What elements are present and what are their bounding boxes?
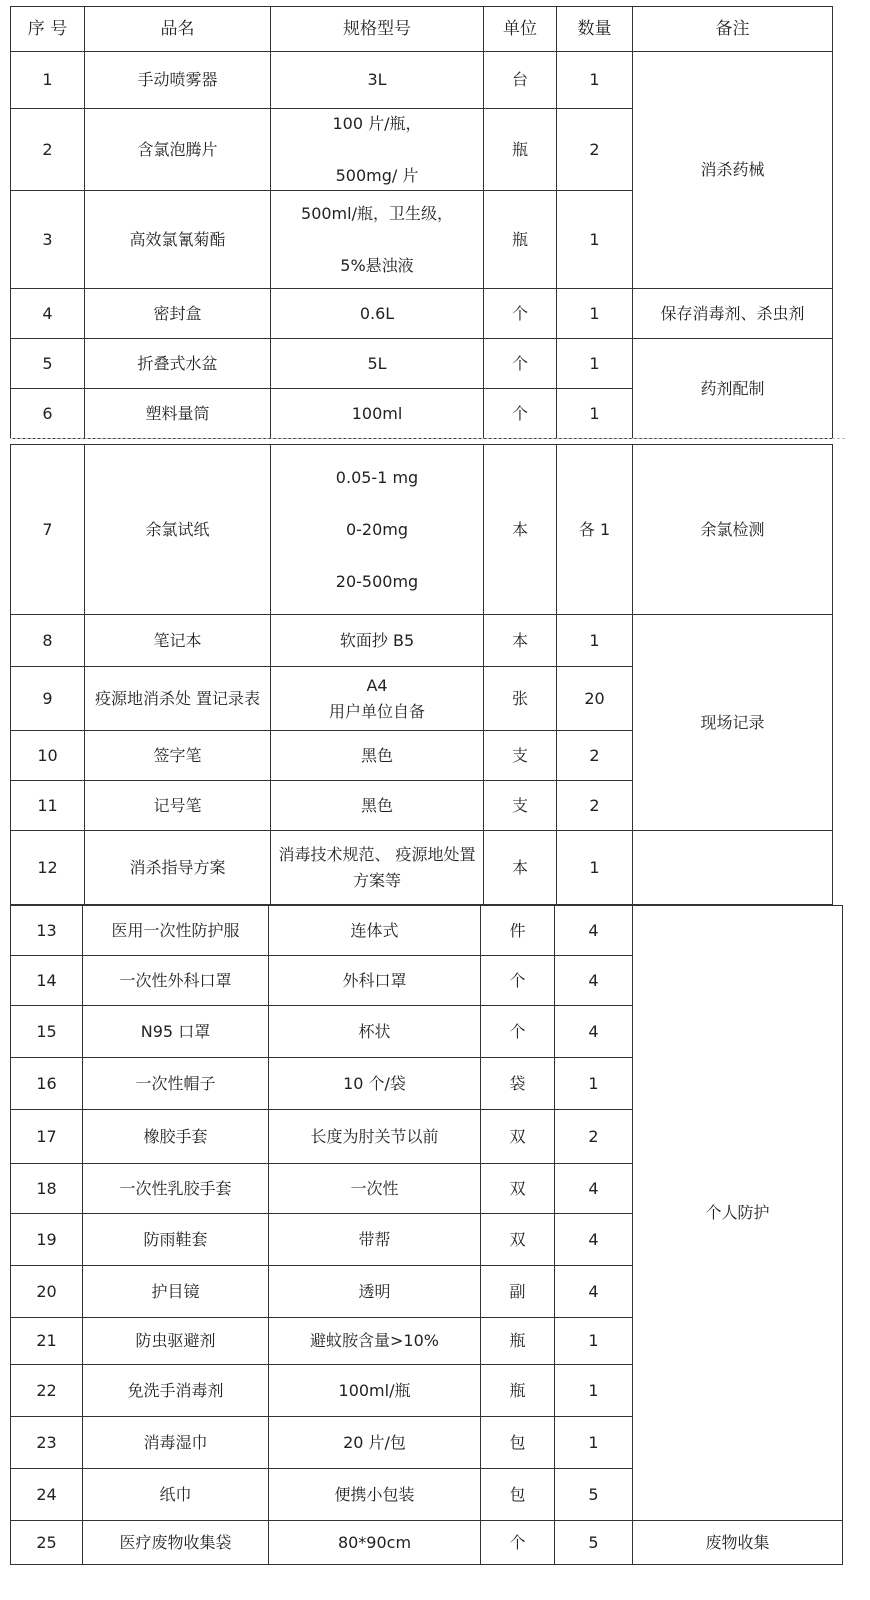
- table-row: [11, 615, 833, 667]
- row-name: 护目镜: [83, 1266, 269, 1318]
- row-no: 10: [11, 731, 85, 781]
- row-name: 手动喷雾器: [85, 52, 271, 109]
- row-no: 23: [11, 1417, 83, 1469]
- header-qty: 数量: [557, 7, 633, 52]
- row-spec: 软面抄 B5: [271, 615, 484, 667]
- row-unit: 个: [481, 1006, 555, 1058]
- equipment-table-part-1: [10, 6, 833, 439]
- row-no: 17: [11, 1110, 83, 1164]
- row-name: 消毒湿巾: [83, 1417, 269, 1469]
- row-unit: 包: [481, 1469, 555, 1521]
- row-unit: 瓶: [484, 191, 557, 289]
- row-name: 免洗手消毒剂: [83, 1365, 269, 1417]
- row-spec: 连体式: [269, 906, 481, 956]
- row-name: 医用一次性防护服: [83, 906, 269, 956]
- row-qty: 1: [557, 389, 633, 439]
- equipment-table-part-2: [10, 444, 833, 905]
- row-name: 纸巾: [83, 1469, 269, 1521]
- row-no: 13: [11, 906, 83, 956]
- row-qty: 1: [557, 289, 633, 339]
- row-name: 一次性帽子: [83, 1058, 269, 1110]
- row-qty: 1: [557, 831, 633, 905]
- row-no: 8: [11, 615, 85, 667]
- row-name: 防虫驱避剂: [83, 1318, 269, 1365]
- row-spec: 100ml/瓶: [269, 1365, 481, 1417]
- row-spec: 500ml/瓶，卫生级， 5%悬浊液: [271, 191, 484, 289]
- row-unit: 本: [484, 445, 557, 615]
- row-qty: 1: [555, 1058, 633, 1110]
- row-no: 5: [11, 339, 85, 389]
- row-unit: 双: [481, 1214, 555, 1266]
- row-spec: 一次性: [269, 1164, 481, 1214]
- row-spec: 黑色: [271, 781, 484, 831]
- row-qty: 1: [555, 1318, 633, 1365]
- table-row: [11, 1521, 843, 1565]
- row-qty: 各 1: [557, 445, 633, 615]
- row-no: 19: [11, 1214, 83, 1266]
- remark-cell: 废物收集: [633, 1521, 843, 1565]
- row-unit: 个: [481, 956, 555, 1006]
- remark-cell: 药剂配制: [633, 339, 833, 439]
- row-name: 医疗废物收集袋: [83, 1521, 269, 1565]
- row-qty: 1: [557, 52, 633, 109]
- row-unit: 双: [481, 1164, 555, 1214]
- row-qty: 4: [555, 956, 633, 1006]
- row-spec: 透明: [269, 1266, 481, 1318]
- row-unit: 台: [484, 52, 557, 109]
- row-no: 21: [11, 1318, 83, 1365]
- row-name: 签字笔: [85, 731, 271, 781]
- row-name: 塑料量筒: [85, 389, 271, 439]
- row-unit: 瓶: [481, 1365, 555, 1417]
- row-name: 疫源地消杀处 置记录表: [85, 667, 271, 731]
- remark-cell-empty: [633, 831, 833, 905]
- header-unit: 单位: [484, 7, 557, 52]
- row-spec: 长度为肘关节以前: [269, 1110, 481, 1164]
- row-qty: 4: [555, 1006, 633, 1058]
- row-name: 密封盒: [85, 289, 271, 339]
- row-qty: 1: [555, 1365, 633, 1417]
- row-unit: 副: [481, 1266, 555, 1318]
- row-no: 12: [11, 831, 85, 905]
- row-qty: 1: [557, 615, 633, 667]
- row-spec: 消毒技术规范、 疫源地处置方案等: [271, 831, 484, 905]
- remark-cell: 消杀药械: [633, 52, 833, 289]
- row-unit: 本: [484, 831, 557, 905]
- row-no: 7: [11, 445, 85, 615]
- row-name: 消杀指导方案: [85, 831, 271, 905]
- row-qty: 2: [555, 1110, 633, 1164]
- row-name: 一次性乳胶手套: [83, 1164, 269, 1214]
- row-spec: 20 片/包: [269, 1417, 481, 1469]
- row-qty: 1: [555, 1417, 633, 1469]
- row-name: 折叠式水盆: [85, 339, 271, 389]
- row-unit: 瓶: [484, 109, 557, 191]
- row-qty: 2: [557, 731, 633, 781]
- row-name: 高效氯氰菊酯: [85, 191, 271, 289]
- row-unit: 个: [484, 389, 557, 439]
- row-spec: 杯状: [269, 1006, 481, 1058]
- equipment-table-part-3: [10, 905, 843, 1565]
- row-qty: 4: [555, 906, 633, 956]
- header-row: [11, 7, 833, 52]
- table-row: [11, 339, 833, 389]
- row-no: 6: [11, 389, 85, 439]
- row-no: 11: [11, 781, 85, 831]
- row-qty: 5: [555, 1469, 633, 1521]
- row-qty: 5: [555, 1521, 633, 1565]
- row-spec: 外科口罩: [269, 956, 481, 1006]
- remark-cell: 余氯检测: [633, 445, 833, 615]
- row-unit: 个: [484, 289, 557, 339]
- page-break-divider: [10, 438, 845, 439]
- header-spec: 规格型号: [271, 7, 484, 52]
- row-no: 20: [11, 1266, 83, 1318]
- row-qty: 1: [557, 339, 633, 389]
- row-unit: 支: [484, 731, 557, 781]
- row-unit: 双: [481, 1110, 555, 1164]
- row-unit: 本: [484, 615, 557, 667]
- row-spec: 0.05-1 mg 0-20mg 20-500mg: [271, 445, 484, 615]
- row-no: 4: [11, 289, 85, 339]
- row-name: N95 口罩: [83, 1006, 269, 1058]
- header-no: 序 号: [11, 7, 85, 52]
- row-qty: 2: [557, 781, 633, 831]
- header-remark: 备注: [633, 7, 833, 52]
- row-no: 18: [11, 1164, 83, 1214]
- row-qty: 4: [555, 1266, 633, 1318]
- table-row: [11, 906, 843, 956]
- row-no: 24: [11, 1469, 83, 1521]
- row-spec: 100ml: [271, 389, 484, 439]
- table-row: [11, 831, 833, 905]
- row-no: 2: [11, 109, 85, 191]
- table-row: [11, 52, 833, 109]
- row-qty: 4: [555, 1214, 633, 1266]
- row-qty: 2: [557, 109, 633, 191]
- remark-cell: 保存消毒剂、杀虫剂: [633, 289, 833, 339]
- row-unit: 件: [481, 906, 555, 956]
- row-unit: 个: [481, 1521, 555, 1565]
- row-unit: 包: [481, 1417, 555, 1469]
- row-no: 15: [11, 1006, 83, 1058]
- row-unit: 支: [484, 781, 557, 831]
- table-row: [11, 445, 833, 615]
- row-no: 14: [11, 956, 83, 1006]
- row-qty: 20: [557, 667, 633, 731]
- row-unit: 张: [484, 667, 557, 731]
- header-name: 品名: [85, 7, 271, 52]
- row-spec: 0.6L: [271, 289, 484, 339]
- row-spec: 3L: [271, 52, 484, 109]
- row-name: 笔记本: [85, 615, 271, 667]
- row-no: 16: [11, 1058, 83, 1110]
- row-name: 余氯试纸: [85, 445, 271, 615]
- remark-cell: 现场记录: [633, 615, 833, 831]
- row-name: 防雨鞋套: [83, 1214, 269, 1266]
- row-name: 含氯泡腾片: [85, 109, 271, 191]
- row-spec: 80*90cm: [269, 1521, 481, 1565]
- row-name: 记号笔: [85, 781, 271, 831]
- table-row: [11, 289, 833, 339]
- remark-cell: 个人防护: [633, 906, 843, 1521]
- row-no: 3: [11, 191, 85, 289]
- row-unit: 个: [484, 339, 557, 389]
- row-unit: 瓶: [481, 1318, 555, 1365]
- row-no: 1: [11, 52, 85, 109]
- row-spec: 带帮: [269, 1214, 481, 1266]
- row-name: 橡胶手套: [83, 1110, 269, 1164]
- row-qty: 4: [555, 1164, 633, 1214]
- row-spec: 10 个/袋: [269, 1058, 481, 1110]
- row-spec: 5L: [271, 339, 484, 389]
- row-spec: 便携小包装: [269, 1469, 481, 1521]
- row-spec: A4 用户单位自备: [271, 667, 484, 731]
- row-name: 一次性外科口罩: [83, 956, 269, 1006]
- row-no: 22: [11, 1365, 83, 1417]
- row-unit: 袋: [481, 1058, 555, 1110]
- row-no: 9: [11, 667, 85, 731]
- row-spec: 黑色: [271, 731, 484, 781]
- row-spec: 100 片/瓶， 500mg/ 片: [271, 109, 484, 191]
- row-qty: 1: [557, 191, 633, 289]
- row-spec: 避蚊胺含量>10%: [269, 1318, 481, 1365]
- row-no: 25: [11, 1521, 83, 1565]
